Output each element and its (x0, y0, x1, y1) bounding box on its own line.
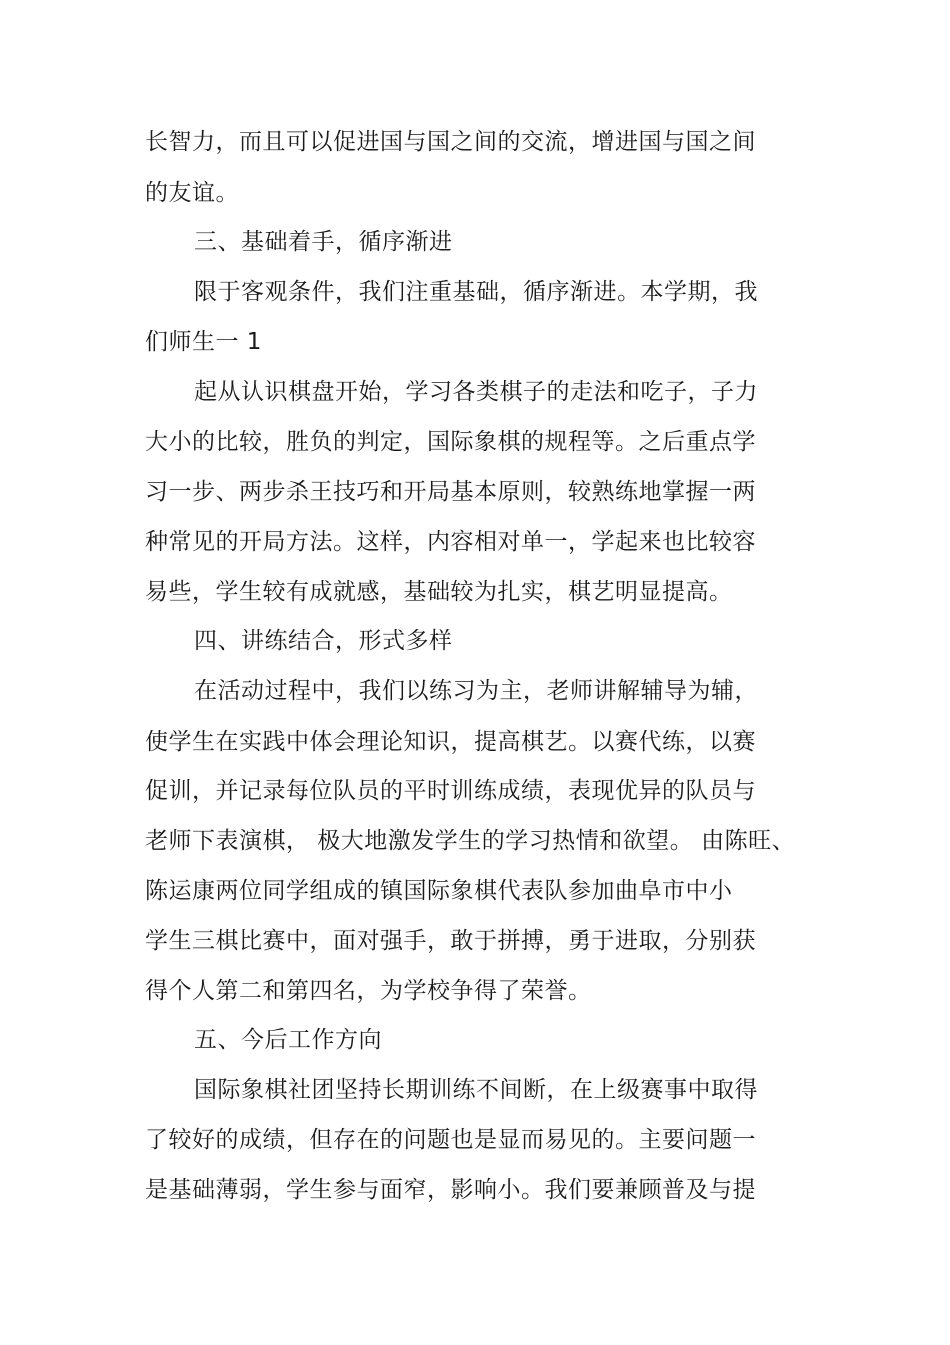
section-heading: 五、今后工作方向 (194, 1027, 382, 1053)
paragraph-line: 学生三棋比赛中，面对强手，敢于拼搏，勇于进取，分别获 (145, 928, 756, 954)
paragraph-line: 的友谊。 (145, 180, 239, 206)
paragraph-line: 习一步、两步杀王技巧和开局基本原则，较熟练地掌握一两 (145, 479, 756, 505)
section-heading: 四、讲练结合，形式多样 (194, 628, 453, 654)
paragraph-line: 大小的比较，胜负的判定，国际象棋的规程等。之后重点学 (145, 429, 756, 455)
paragraph-line: 起从认识棋盘开始，学习各类棋子的走法和吃子，子力 (194, 379, 758, 405)
paragraph-line: 促训，并记录每位队员的平时训练成绩，表现优异的队员与 (145, 778, 756, 804)
paragraph-line: 种常见的开局方法。这样，内容相对单一，学起来也比较容 (145, 529, 756, 555)
paragraph-line: 们师生一 1 (145, 329, 262, 355)
paragraph-line: 是基础薄弱，学生参与面窄，影响小。我们要兼顾普及与提 (145, 1177, 756, 1203)
paragraph-line: 在活动过程中，我们以练习为主，老师讲解辅导为辅， (194, 678, 758, 704)
paragraph-line: 长智力，而且可以促进国与国之间的交流，增进国与国之间 (145, 129, 756, 155)
paragraph-line: 陈运康两位同学组成的镇国际象棋代表队参加曲阜市中小 (145, 878, 733, 904)
paragraph-line: 使学生在实践中体会理论知识，提高棋艺。以赛代练，以赛 (145, 729, 756, 755)
section-heading: 三、基础着手，循序渐进 (194, 229, 453, 255)
paragraph-line: 限于客观条件，我们注重基础，循序渐进。本学期，我 (194, 279, 758, 305)
paragraph-line: 老师下表演棋， 极大地激发学生的学习热情和欲望。 由陈旺、 (145, 828, 796, 854)
paragraph-line: 了较好的成绩，但存在的问题也是显而易见的。主要问题一 (145, 1127, 756, 1153)
paragraph-line: 易些，学生较有成就感，基础较为扎实，棋艺明显提高。 (145, 579, 733, 605)
paragraph-line: 得个人第二和第四名，为学校争得了荣誉。 (145, 978, 592, 1004)
paragraph-line: 国际象棋社团坚持长期训练不间断，在上级赛事中取得 (194, 1077, 758, 1103)
